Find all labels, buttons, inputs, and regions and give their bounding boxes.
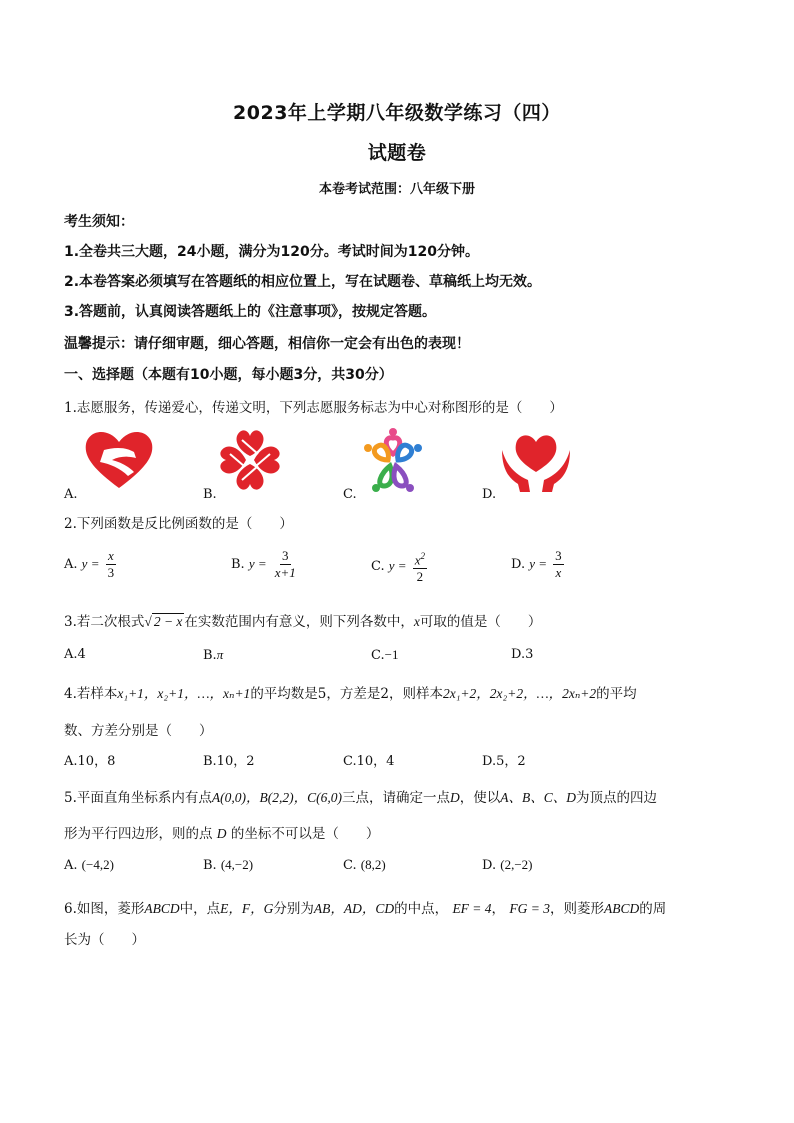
- q2-option-c: C. y = $\frac{x^2}{2}$: [371, 548, 429, 585]
- four-hearts-clover-icon: [220, 426, 280, 494]
- q6-stem-line2: 长为（ ）: [64, 932, 145, 948]
- q4-option-d: D.5，2: [482, 754, 526, 769]
- q4-option-c: C.10，4: [343, 754, 395, 769]
- page-title: 2023年上学期八年级数学练习（四）: [233, 102, 561, 124]
- q4-option-a: A.10，8: [64, 754, 116, 769]
- q4-stem-line2: 数、方差分别是（ ）: [64, 723, 213, 739]
- hands-holding-heart-icon: [500, 428, 572, 494]
- q3-option-b: B.π: [203, 647, 224, 663]
- q2-option-a: A. y = $\frac{x}{3}$: [64, 548, 115, 580]
- exam-scope: 本卷考试范围：八年级下册: [318, 182, 475, 197]
- heart-hand-logo-icon: [82, 428, 156, 492]
- notice-heading: 考生须知：: [64, 214, 134, 230]
- q6-stem-line1: 6.如图，菱形ABCD中，点E，F，G分别为AB，AD，CD的中点， EF = 4， FG = 3，则菱形ABCD的周: [64, 901, 667, 917]
- q2-stem: 2.下列函数是反比例函数的是（ ）: [64, 516, 293, 532]
- q1-option-a: A.: [64, 487, 78, 502]
- q5-option-c: C. (8,2): [343, 857, 386, 873]
- q1-option-d: D.: [482, 487, 497, 502]
- five-hearts-flower-icon: [358, 426, 428, 494]
- notice-item-2: 2.本卷答案必须填写在答题纸的相应位置上，写在试题卷、草稿纸上均无效。: [64, 274, 542, 290]
- page-subtitle: 试题卷: [367, 142, 427, 164]
- q1-option-c: C.: [343, 487, 357, 502]
- q5-stem-line1: 5.平面直角坐标系内有点A(0,0)，B(2,2)，C(6,0)三点，请确定一点D，使以A、B、C、D为顶点的四边: [64, 790, 657, 806]
- q2-option-b: B. y = $\frac{3}{x+1}$: [231, 548, 296, 580]
- q1-stem: 1.志愿服务，传递爱心，传递文明，下列志愿服务标志为中心对称图形的是（ ）: [64, 400, 563, 416]
- q3-radicand: 2 − x: [153, 614, 183, 629]
- q3-option-a: A.4: [64, 647, 86, 662]
- tip-text: 温馨提示：请仔细审题，细心答题，相信你一定会有出色的表现！: [64, 336, 470, 352]
- q5-stem-line2: 形为平行四边形，则的点 D 的坐标不可以是（ ）: [64, 826, 380, 842]
- q4-option-b: B.10，2: [203, 754, 255, 769]
- q3-stem: 3.若二次根式√ 2 − x 在实数范围内有意义，则下列各数中，x可取的值是（ ）: [64, 614, 542, 630]
- q5-option-a: A. (−4,2): [64, 857, 114, 873]
- q4-stem-line1: 4.若样本x₁+1，x₂+1，…，xₙ+1的平均数是5，方差是2，则样本2x₁+2，2x₂+2，…，2xₙ+2的平均: [64, 686, 637, 702]
- notice-item-3: 3.答题前，认真阅读答题纸上的《注意事项》，按规定答题。: [64, 304, 437, 320]
- q3-option-d: D.3: [511, 647, 534, 662]
- q1-option-b: B.: [203, 487, 217, 502]
- notice-item-1: 1.全卷共三大题，24小题，满分为120分。考试时间为120分钟。: [64, 244, 479, 260]
- q2-option-d: D. y = $\frac{3}{x}$: [511, 548, 562, 580]
- section-heading: 一、选择题（本题有10小题，每小题3分，共30分）: [64, 367, 393, 383]
- q5-option-d: D. (2,−2): [482, 857, 533, 873]
- q3-option-c: C.−1: [371, 647, 399, 663]
- q5-option-b: B. (4,−2): [203, 857, 254, 873]
